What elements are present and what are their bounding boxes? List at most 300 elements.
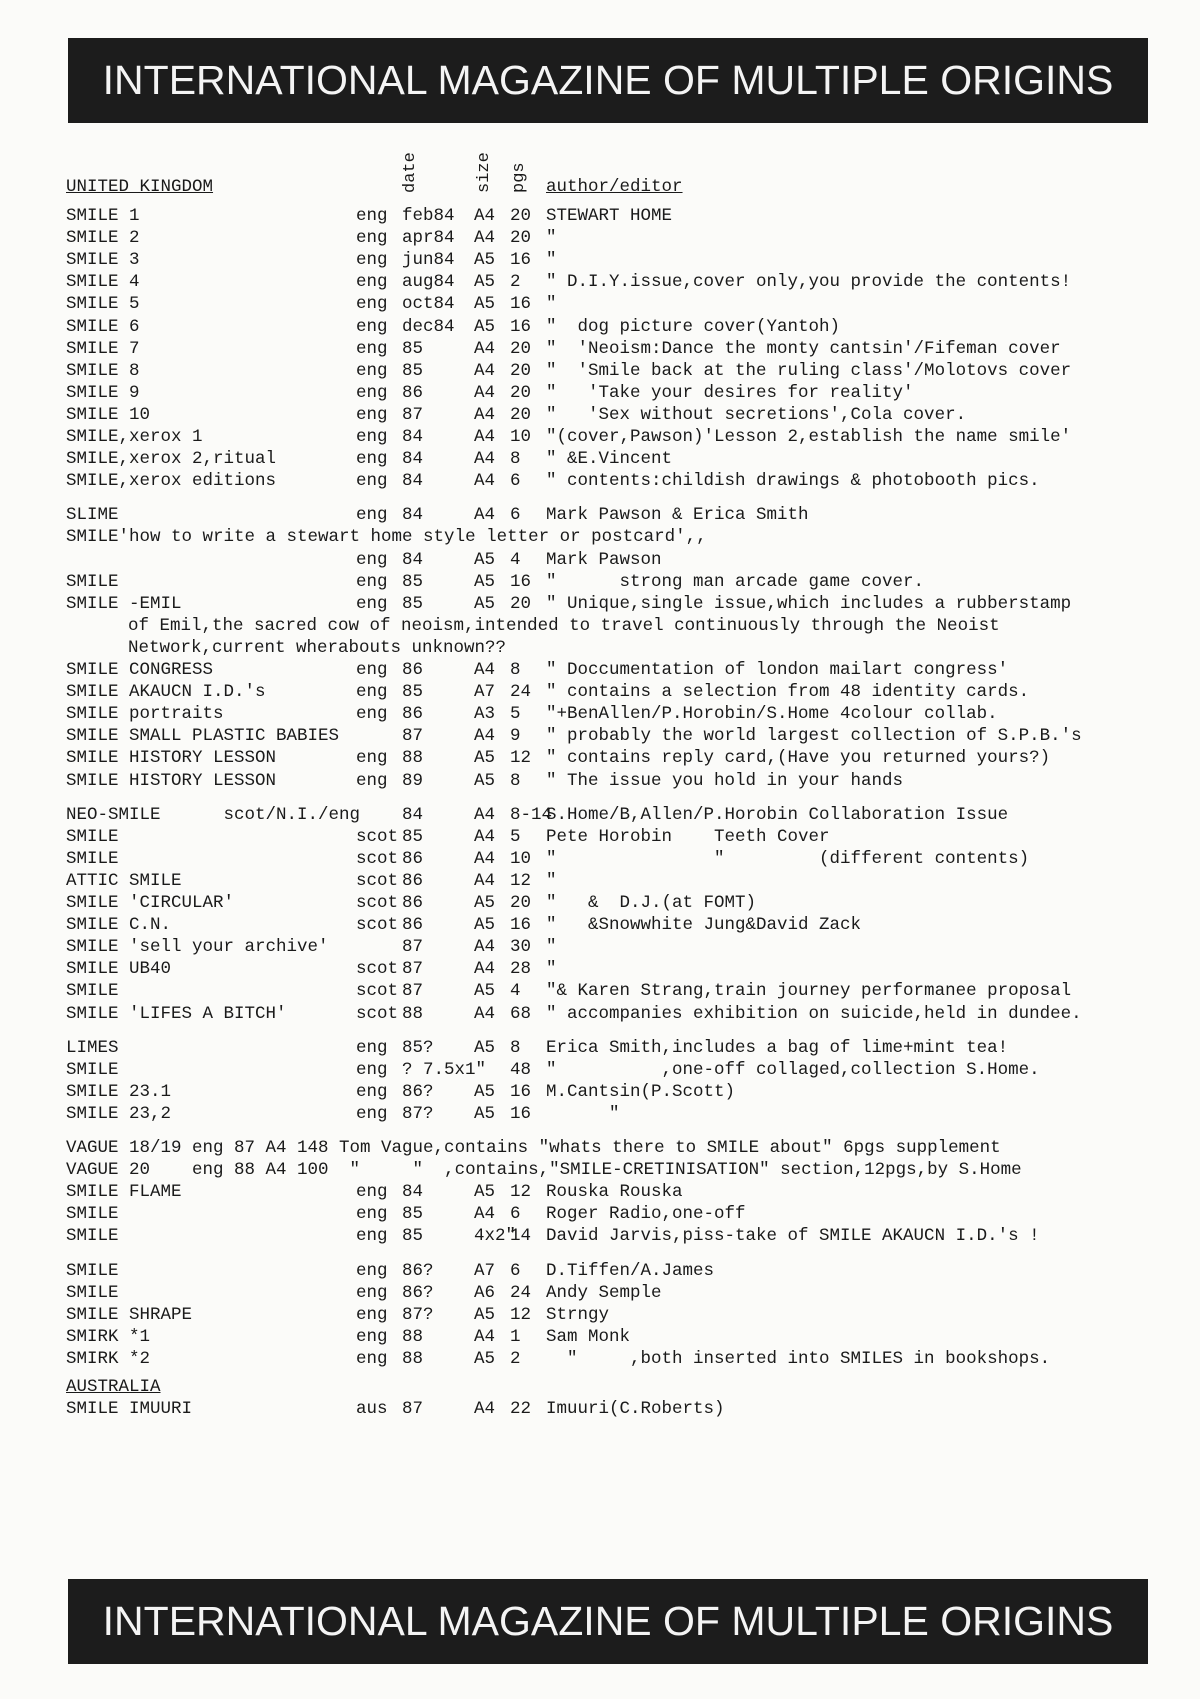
row-language: aus xyxy=(356,1399,388,1420)
row-date: 87 xyxy=(402,726,424,747)
row-title: LIMES xyxy=(66,1037,119,1058)
row-language: eng xyxy=(356,427,388,447)
table-row xyxy=(0,1204,1200,1228)
row-size: A5 xyxy=(474,1103,496,1124)
row-author: " strong man arcade game cover. xyxy=(546,571,925,592)
row-pages: 20 xyxy=(510,228,532,249)
table-row xyxy=(0,1399,1200,1423)
row-pages: 22 xyxy=(510,1399,532,1420)
row-date: 86 xyxy=(402,660,424,680)
row-size: A4 xyxy=(474,471,496,492)
row-pages: 9 xyxy=(510,726,521,747)
row-pages: 5 xyxy=(510,826,521,847)
bottom-banner: INTERNATIONAL MAGAZINE OF MULTIPLE ORIGINS xyxy=(68,1579,1148,1664)
row-pages: 16 xyxy=(510,1103,532,1124)
table-row xyxy=(0,1182,1200,1206)
row-date: ? 7.5x1" xyxy=(402,1059,487,1080)
row-date: 84 xyxy=(402,505,424,526)
row-title: SMILE 7 xyxy=(66,338,140,359)
row-title: SMILE 23.1 xyxy=(66,1081,172,1102)
row-language: eng xyxy=(356,206,388,226)
row-size: A4 xyxy=(474,870,496,891)
row-author: D.Tiffen/A.James xyxy=(546,1260,715,1281)
row-pages: 30 xyxy=(510,937,532,958)
row-date: 87 xyxy=(402,1399,424,1420)
row-language: eng xyxy=(356,1326,388,1347)
row-author: Mark Pawson xyxy=(546,549,662,570)
row-pages: 10 xyxy=(510,848,532,869)
row-size: A4 xyxy=(474,848,496,869)
row-language: eng xyxy=(356,1204,388,1225)
row-size: A5 xyxy=(474,571,496,592)
row-title: SMILE 9 xyxy=(66,382,140,403)
row-pages: 20 xyxy=(510,404,532,425)
row-date: 85 xyxy=(402,826,424,847)
row-title: SMILE 8 xyxy=(66,360,140,381)
top-banner: INTERNATIONAL MAGAZINE OF MULTIPLE ORIGINS xyxy=(68,38,1148,123)
row-size: A5 xyxy=(474,1081,496,1102)
row-pages: 16 xyxy=(510,1081,532,1102)
row-title: SMILE HISTORY LESSON xyxy=(66,770,277,791)
table-row xyxy=(0,981,1200,1005)
row-pages: 16 xyxy=(510,915,532,936)
row-date: 87 xyxy=(402,937,424,958)
row-language: scot xyxy=(356,915,399,936)
row-size: A3 xyxy=(474,704,496,725)
row-author: " contains reply card,(Have you returned yours?) xyxy=(546,748,1051,769)
row-title: SMILE 6 xyxy=(66,316,140,337)
table-row xyxy=(0,616,1200,640)
row-author: Roger Radio,one-off xyxy=(546,1204,746,1225)
row-language: eng xyxy=(356,1304,388,1325)
row-size: A4 xyxy=(474,338,496,359)
row-language: eng xyxy=(356,449,388,470)
row-date: 87 xyxy=(402,404,424,425)
row-date: 89 xyxy=(402,770,424,791)
row-size: A5 xyxy=(474,250,496,271)
table-row xyxy=(0,405,1200,429)
row-pages: 20 xyxy=(510,360,532,381)
row-author: " dog picture cover(Yantoh) xyxy=(546,316,841,337)
row-pages: 10 xyxy=(510,427,532,447)
table-row xyxy=(0,1349,1200,1373)
row-pages: 20 xyxy=(510,893,532,913)
row-size: A4 xyxy=(474,660,496,680)
row-language: scot xyxy=(356,1003,399,1024)
row-size: A5 xyxy=(474,1348,496,1369)
table-row xyxy=(0,1004,1200,1028)
table-row xyxy=(0,449,1200,473)
row-pages: 5 xyxy=(510,704,521,725)
section-australia: AUSTRALIA xyxy=(66,1377,161,1397)
section-united-kingdom: UNITED KINGDOM xyxy=(66,177,214,197)
row-title: SMILE 10 xyxy=(66,404,151,425)
row-size: A4 xyxy=(474,826,496,847)
row-pages: 14 xyxy=(510,1226,532,1247)
row-date: 86 xyxy=(402,870,424,891)
row-pages: 12 xyxy=(510,1182,532,1203)
table-row xyxy=(0,704,1200,728)
table-row xyxy=(0,471,1200,495)
row-date: 86? xyxy=(402,1260,434,1281)
row-language: eng xyxy=(356,360,388,381)
row-language: eng xyxy=(356,505,388,526)
table-row xyxy=(0,1327,1200,1351)
row-date: dec84 xyxy=(402,316,455,337)
table-row xyxy=(0,937,1200,961)
row-date: 84 xyxy=(402,549,424,570)
row-size: A5 xyxy=(474,915,496,936)
row-language: eng xyxy=(356,549,388,570)
row-size: A4 xyxy=(474,206,496,226)
row-language: eng xyxy=(356,1037,388,1058)
row-date: 85 xyxy=(402,338,424,359)
row-author: David Jarvis,piss-take of SMILE AKAUCN I.D.'s ! xyxy=(546,1226,1040,1247)
row-author: " xyxy=(546,937,557,958)
row-pages: 6 xyxy=(510,471,521,492)
row-title: SMILE xyxy=(66,826,119,847)
table-row xyxy=(0,383,1200,407)
row-size: A5 xyxy=(474,272,496,293)
row-language: scot xyxy=(356,893,399,913)
row-language: eng xyxy=(356,770,388,791)
table-row xyxy=(0,361,1200,385)
row-size: A5 xyxy=(474,770,496,791)
row-date: aug84 xyxy=(402,272,455,293)
row-date: 87? xyxy=(402,1103,434,1124)
table-row xyxy=(0,893,1200,917)
row-date: 86 xyxy=(402,893,424,913)
header-author: author/editor xyxy=(546,177,683,197)
row-size: A5 xyxy=(474,893,496,913)
row-title: SMILE xyxy=(66,571,119,592)
table-row xyxy=(0,1138,1200,1162)
row-title: SMILE SMALL PLASTIC BABIES xyxy=(66,726,340,747)
row-size: A4 xyxy=(474,1399,496,1420)
row-author: " contains a selection from 48 identity cards. xyxy=(546,682,1030,703)
row-author: " contents:childish drawings & photobooth pics. xyxy=(546,471,1040,492)
row-language: eng xyxy=(356,316,388,337)
row-title: SMILE xyxy=(66,1059,119,1080)
row-title: SMILE xyxy=(66,848,119,869)
row-size: A4 xyxy=(474,1003,496,1024)
row-date: apr84 xyxy=(402,228,455,249)
row-title: SLIME xyxy=(66,505,119,526)
table-row xyxy=(0,527,1200,551)
table-row xyxy=(0,1082,1200,1106)
table-row xyxy=(0,871,1200,895)
row-size: A6 xyxy=(474,1282,496,1303)
row-language: eng xyxy=(356,404,388,425)
row-size: A4 xyxy=(474,726,496,747)
row-author: " xyxy=(546,228,557,249)
row-pages: 20 xyxy=(510,338,532,359)
row-pages: 8 xyxy=(510,449,521,470)
table-row xyxy=(0,1283,1200,1307)
row-language: eng xyxy=(356,682,388,703)
row-pages: 16 xyxy=(510,571,532,592)
row-pages: 8 xyxy=(510,1037,521,1058)
table-row xyxy=(0,594,1200,618)
row-pages: 48 xyxy=(510,1059,532,1080)
row-author: "(cover,Pawson)'Lesson 2,establish the name smile' xyxy=(546,427,1072,447)
row-language: eng xyxy=(356,571,388,592)
row-pages: 2 xyxy=(510,272,521,293)
row-pages: 8 xyxy=(510,770,521,791)
row-text: VAGUE 20 eng 88 A4 100 " " ,contains,"SMILE-CRETINISATION" section,12pgs,by S.Home xyxy=(66,1160,1022,1181)
row-date: 85 xyxy=(402,571,424,592)
row-date: 85? xyxy=(402,1037,434,1058)
row-title: SMILE 'LIFES A BITCH' xyxy=(66,1003,287,1024)
row-language: eng xyxy=(356,272,388,293)
table-row xyxy=(0,748,1200,772)
row-date: 85 xyxy=(402,593,424,614)
row-date: oct84 xyxy=(402,294,455,315)
row-title: SMILE HISTORY LESSON xyxy=(66,748,277,769)
row-language: eng xyxy=(356,1182,388,1203)
row-author: Rouska Rouska xyxy=(546,1182,683,1203)
row-title: SMILE,xerox 1 xyxy=(66,427,203,447)
row-pages: 6 xyxy=(510,505,521,526)
row-title: SMILE C.N. xyxy=(66,915,172,936)
row-pages: 24 xyxy=(510,682,532,703)
row-author: " accompanies exhibition on suicide,held in dundee. xyxy=(546,1003,1082,1024)
row-size: A4 xyxy=(474,382,496,403)
row-pages: 6 xyxy=(510,1204,521,1225)
row-pages: 2 xyxy=(510,1348,521,1369)
row-pages: 68 xyxy=(510,1003,532,1024)
table-row xyxy=(0,1104,1200,1128)
row-title: SMILE xyxy=(66,1282,119,1303)
row-title: SMILE UB40 xyxy=(66,959,172,980)
row-title: SMILE 4 xyxy=(66,272,140,293)
row-author: Erica Smith,includes a bag of lime+mint tea! xyxy=(546,1037,1009,1058)
row-language: eng xyxy=(356,704,388,725)
row-pages: 24 xyxy=(510,1282,532,1303)
table-row xyxy=(0,1261,1200,1285)
table-row xyxy=(0,849,1200,873)
table-row xyxy=(0,505,1200,529)
row-date: 84 xyxy=(402,449,424,470)
row-title: SMILE xyxy=(66,981,119,1002)
row-title: SMILE CONGRESS xyxy=(66,660,214,680)
row-pages: 12 xyxy=(510,748,532,769)
row-title: SMILE IMUURI xyxy=(66,1399,193,1420)
table-row xyxy=(0,1226,1200,1250)
row-date: 86? xyxy=(402,1081,434,1102)
row-date: 85 xyxy=(402,1204,424,1225)
row-language: eng xyxy=(356,1081,388,1102)
row-size: A5 xyxy=(474,748,496,769)
row-size: A4 xyxy=(474,404,496,425)
row-date: jun84 xyxy=(402,250,455,271)
header-date: date xyxy=(401,152,420,193)
row-author: " 'Sex without secretions',Cola cover. xyxy=(546,404,967,425)
row-size: A5 xyxy=(474,549,496,570)
row-text: VAGUE 18/19 eng 87 A4 148 Tom Vague,contains "whats there to SMILE about" 6pgs supplement xyxy=(66,1138,1001,1158)
table-row xyxy=(0,272,1200,296)
row-author: " & D.J.(at FOMT) xyxy=(546,893,757,913)
row-language: scot xyxy=(356,981,399,1002)
header-size: size xyxy=(475,152,494,193)
row-date: 84 xyxy=(402,471,424,492)
row-author: " 'Neoism:Dance the monty cantsin'/Fifeman cover xyxy=(546,338,1061,359)
row-language: eng xyxy=(356,338,388,359)
row-author: " xyxy=(546,1103,620,1124)
row-author: " xyxy=(546,294,557,315)
row-title: SMILE portraits xyxy=(66,704,224,725)
row-language: eng xyxy=(356,471,388,492)
row-pages: 28 xyxy=(510,959,532,980)
row-language: scot xyxy=(356,959,399,980)
row-title: SMIRK *2 xyxy=(66,1348,151,1369)
table-row xyxy=(0,294,1200,318)
row-author: S.Home/B,Allen/P.Horobin Collaboration Issue xyxy=(546,804,1009,825)
table-row xyxy=(0,915,1200,939)
table-row xyxy=(0,805,1200,829)
table-row xyxy=(0,550,1200,574)
row-title: SMILE 'CIRCULAR' xyxy=(66,893,235,913)
row-author: " xyxy=(546,870,557,891)
row-date: 85 xyxy=(402,682,424,703)
row-title: SMILE 3 xyxy=(66,250,140,271)
table-row xyxy=(0,228,1200,252)
row-language: eng xyxy=(356,593,388,614)
row-title: SMILE 23,2 xyxy=(66,1103,172,1124)
row-size: 4x2" xyxy=(474,1226,517,1247)
table-row xyxy=(0,1160,1200,1184)
row-date: 84 xyxy=(402,427,424,447)
table-row xyxy=(0,250,1200,274)
row-date: 87? xyxy=(402,1304,434,1325)
table-row xyxy=(0,771,1200,795)
row-author: Andy Semple xyxy=(546,1282,662,1303)
row-pages: 16 xyxy=(510,250,532,271)
row-author: " ,both inserted into SMILES in bookshops. xyxy=(546,1348,1051,1369)
table-row xyxy=(0,827,1200,851)
row-author: " ,one-off collaged,collection S.Home. xyxy=(546,1059,1040,1080)
row-author: "& Karen Strang,train journey performanee proposal xyxy=(546,981,1072,1002)
row-size: A5 xyxy=(474,981,496,1002)
table-row xyxy=(0,1305,1200,1329)
row-title: SMILE FLAME xyxy=(66,1182,182,1203)
row-author: " &E.Vincent xyxy=(546,449,673,470)
row-date: 88 xyxy=(402,1003,424,1024)
row-author: " Unique,single issue,which includes a rubberstamp xyxy=(546,593,1072,614)
row-author: " " (different contents) xyxy=(546,848,1030,869)
row-pages: 20 xyxy=(510,382,532,403)
row-language: eng xyxy=(356,250,388,271)
row-size: A4 xyxy=(474,937,496,958)
row-text: SMILE'how to write a stewart home style letter or postcard',, xyxy=(66,527,707,548)
row-author: " 'Take your desires for reality' xyxy=(546,382,914,403)
row-title: SMILE -EMIL xyxy=(66,593,182,614)
row-date: 87 xyxy=(402,981,424,1002)
row-pages: 8-14 xyxy=(510,804,553,825)
row-author: " The issue you hold in your hands xyxy=(546,770,904,791)
row-size: A5 xyxy=(474,316,496,337)
row-language: scot xyxy=(356,848,399,869)
row-size: A5 xyxy=(474,1037,496,1058)
table-row xyxy=(0,317,1200,341)
table-row xyxy=(0,206,1200,230)
row-language: eng xyxy=(356,294,388,315)
row-size: A4 xyxy=(474,228,496,249)
row-author: Mark Pawson & Erica Smith xyxy=(546,505,809,526)
row-date: 86 xyxy=(402,704,424,725)
row-pages: 4 xyxy=(510,981,521,1002)
table-row xyxy=(0,660,1200,684)
table-row xyxy=(0,638,1200,662)
row-date: 84 xyxy=(402,1182,424,1203)
row-title: SMILE 2 xyxy=(66,228,140,249)
row-title: SMILE AKAUCN I.D.'s xyxy=(66,682,266,703)
row-date: 84 xyxy=(402,804,424,825)
row-pages: 6 xyxy=(510,1260,521,1281)
row-author: Strngy xyxy=(546,1304,610,1325)
row-date: 86? xyxy=(402,1282,434,1303)
row-title: SMILE xyxy=(66,1204,119,1225)
table-row xyxy=(0,726,1200,750)
row-size: A7 xyxy=(474,682,496,703)
table-row xyxy=(0,959,1200,983)
row-author: Pete Horobin Teeth Cover xyxy=(546,826,830,847)
row-author: " xyxy=(546,959,557,980)
row-pages: 4 xyxy=(510,549,521,570)
row-date: 86 xyxy=(402,848,424,869)
row-continuation: of Emil,the sacred cow of neoism,intended to travel continuously through the Neoist xyxy=(128,615,1000,636)
row-date: 88 xyxy=(402,1348,424,1369)
row-size: A5 xyxy=(474,1304,496,1325)
row-size: A4 xyxy=(474,804,496,825)
row-language: scot xyxy=(356,870,399,891)
row-date: 88 xyxy=(402,748,424,769)
row-title: SMILE,xerox editions xyxy=(66,471,277,492)
row-author: " 'Smile back at the ruling class'/Molotovs cover xyxy=(546,360,1072,381)
row-size: A4 xyxy=(474,427,496,447)
row-title: SMILE SHRAPE xyxy=(66,1304,193,1325)
row-pages: 20 xyxy=(510,593,532,614)
row-title: SMILE xyxy=(66,1260,119,1281)
row-size: A7 xyxy=(474,1260,496,1281)
row-size: A5 xyxy=(474,1182,496,1203)
row-language: eng xyxy=(356,1260,388,1281)
table-row xyxy=(0,339,1200,363)
row-size: A4 xyxy=(474,1204,496,1225)
row-title: SMILE 1 xyxy=(66,206,140,226)
row-language: eng xyxy=(356,660,388,680)
row-language: eng xyxy=(356,1226,388,1247)
row-date: 87 xyxy=(402,959,424,980)
row-language: eng xyxy=(356,228,388,249)
table-row xyxy=(0,1038,1200,1062)
row-language: eng xyxy=(356,382,388,403)
row-title: SMIRK *1 xyxy=(66,1326,151,1347)
row-title: SMILE 5 xyxy=(66,294,140,315)
row-size: A4 xyxy=(474,449,496,470)
row-author: Sam Monk xyxy=(546,1326,631,1347)
row-language: scot xyxy=(356,826,399,847)
row-pages: 12 xyxy=(510,870,532,891)
row-author: " &Snowwhite Jung&David Zack xyxy=(546,915,862,936)
row-pages: 16 xyxy=(510,316,532,337)
row-date: 86 xyxy=(402,915,424,936)
row-author: "+BenAllen/P.Horobin/S.Home 4colour collab. xyxy=(546,704,998,725)
row-size: A5 xyxy=(474,593,496,614)
row-date: 85 xyxy=(402,1226,424,1247)
row-pages: 20 xyxy=(510,206,532,226)
row-pages: 12 xyxy=(510,1304,532,1325)
